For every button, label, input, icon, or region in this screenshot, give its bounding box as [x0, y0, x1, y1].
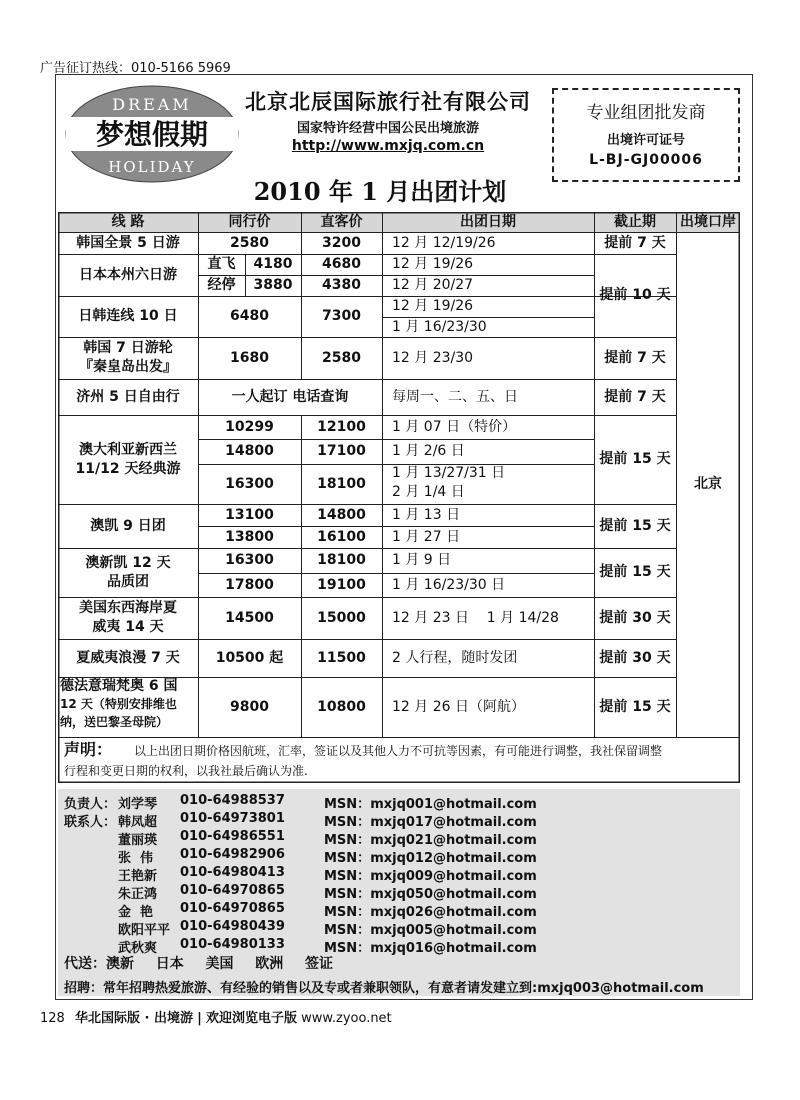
logo-top-text: DREAM: [112, 95, 192, 114]
departure-date: 12 月 20/27: [392, 277, 474, 293]
recruitment-notice: 招聘：常年招聘热爱旅游、有经验的销售以及专或者兼职领队，有意者请发建立到:mxjq003@hotmail.com: [64, 981, 704, 996]
header-trade-price: 同行价: [228, 213, 271, 230]
direct-price: 17100: [317, 443, 366, 459]
contact-phone: 010-64988537: [180, 793, 285, 808]
msn-label: MSN：: [324, 833, 371, 848]
tour-schedule-table: [58, 212, 740, 783]
route-europe-6country: [60, 677, 198, 737]
contact-name: 张 伟: [118, 851, 154, 866]
trade-price: 13800: [225, 528, 274, 545]
msn-label: MSN：: [324, 851, 371, 866]
header-route: 线 路: [111, 213, 145, 230]
trade-price: 16300: [225, 552, 274, 568]
route-line: 『秦皇岛出发』: [79, 359, 177, 375]
route-jeju-5day: 济州 5 日自由行: [76, 388, 180, 405]
contacts-panel: [58, 789, 740, 996]
declaration: [64, 739, 736, 781]
deadline: 提前 10 天: [599, 287, 671, 303]
direct-price: 2580: [322, 349, 361, 366]
deadline: 提前 15 天: [599, 451, 671, 467]
msn-label: MSN：: [324, 941, 371, 956]
contact-msn: [324, 937, 537, 956]
direct-price: 14800: [317, 506, 366, 523]
route-line: 12 天（特别安排维也: [60, 697, 177, 711]
trade-price: 9800: [230, 698, 269, 715]
route-line: 韩国 7 日游轮: [83, 340, 173, 356]
page-number: 128: [40, 1011, 65, 1026]
contact-phone: 010-64980439: [180, 919, 285, 934]
msn-address: mxjq050@hotmail.com: [370, 887, 537, 902]
deadline: 提前 15 天: [599, 698, 671, 715]
direct-price: 10800: [317, 698, 366, 715]
contact-name: 金 艳: [118, 905, 154, 920]
msn-label: MSN：: [324, 869, 371, 884]
contact-msn: [324, 811, 537, 830]
declaration-label: 声明：: [64, 739, 113, 759]
departure-port: 北京: [694, 476, 722, 492]
contact-msn: [324, 919, 537, 938]
direct-price: 3200: [322, 234, 361, 251]
license-box: [552, 88, 740, 182]
visa-agent-services: 代送：澳新 日本 美国 欧洲 签证: [64, 956, 333, 972]
license-title: 专业组团批发商: [586, 103, 706, 123]
logo-bottom-text: HOLIDAY: [108, 158, 196, 176]
msn-address: mxjq012@hotmail.com: [370, 851, 537, 866]
company-subtitle: 国家特许经营中国公民出境旅游: [296, 121, 479, 136]
trade-price: 17800: [225, 576, 274, 593]
contact-msn: [324, 829, 537, 848]
trade-price: 1680: [230, 349, 269, 366]
msn-address: mxjq001@hotmail.com: [370, 797, 537, 812]
msn-address: mxjq009@hotmail.com: [370, 869, 537, 884]
direct-price: 11500: [317, 649, 366, 666]
contact-phone: 010-64970865: [180, 883, 285, 898]
stopover-label: 经停: [207, 277, 236, 293]
footer-section: 华北国际版 · 出境游: [74, 1011, 193, 1026]
header-dates: 出团日期: [460, 213, 516, 230]
departure-date: 1 月 13 日: [392, 506, 461, 523]
trade-price: 4180: [253, 256, 293, 272]
trade-price: 14800: [225, 443, 274, 459]
contact-name: 朱正鸿: [118, 887, 158, 902]
ad-hotline: 广告征订热线：010-5166 5969: [40, 61, 231, 76]
route-line: 威夷 14 天: [92, 619, 164, 635]
route-line: 美国东西海岸夏: [79, 600, 177, 616]
contact-phone: 010-64982906: [180, 847, 285, 862]
route-line: 澳大利亚新西兰: [79, 441, 177, 458]
contact-name: 董丽瑛: [118, 833, 158, 848]
route-australia-nz: [58, 415, 198, 504]
company-name: 北京北辰国际旅行社有限公司: [245, 89, 531, 114]
msn-label: MSN：: [324, 815, 371, 830]
route-line: 澳新凯 12 天: [85, 554, 171, 571]
trade-price: 6480: [230, 308, 269, 324]
footer-promo: 欢迎浏览电子版: [206, 1011, 298, 1026]
trade-price: 13100: [225, 506, 274, 523]
direct-price: 12100: [317, 418, 366, 435]
departure-date: 2 人行程，随时发团: [392, 649, 518, 666]
deadline: 提前 7 天: [604, 349, 666, 366]
msn-address: mxjq021@hotmail.com: [370, 833, 537, 848]
departure-date: 1 月 16/23/30 日: [392, 576, 506, 593]
trade-price: 16300: [225, 475, 274, 492]
date-line: 2 月 1/4 日: [392, 484, 465, 500]
direct-price: 16100: [317, 528, 366, 545]
footer-site[interactable]: www.zyoo.net: [301, 1011, 392, 1026]
direct-price: 18100: [317, 552, 366, 568]
route-japan-korea-10day: 日韩连线 10 日: [78, 308, 178, 324]
price-on-request: 一人起订 电话查询: [231, 388, 349, 405]
manager-label: 负责人：: [64, 797, 117, 812]
page-footer: [40, 1007, 392, 1026]
route-line: 德法意瑞梵奥 6 国: [60, 678, 178, 694]
contact-phone: 010-64980413: [180, 865, 285, 880]
departure-date: 每周一、二、五、日: [392, 388, 518, 405]
direct-price: 18100: [317, 475, 366, 492]
trade-price: 10500 起: [215, 649, 284, 666]
date-line: 1 月 13/27/31 日: [392, 465, 506, 481]
deadline: 提前 30 天: [599, 649, 671, 666]
company-url[interactable]: http://www.mxjq.com.cn: [291, 138, 485, 154]
logo-main-text: 梦想假期: [95, 118, 209, 151]
contact-msn: [324, 865, 537, 884]
route-aus-nz-cairns-12day: [58, 548, 198, 597]
license-label: 出境许可证号: [606, 133, 685, 148]
trade-price: 3880: [253, 277, 293, 293]
header-deadline: 截止期: [614, 213, 656, 230]
departure-date: 12 月 19/26: [392, 256, 474, 272]
contact-phone: 010-64970865: [180, 901, 285, 916]
direct-price: 15000: [317, 609, 366, 626]
route-korea-cruise: [58, 337, 198, 379]
departure-date: 1 月 27 日: [392, 528, 461, 545]
route-line: 11/12 天经典游: [75, 460, 181, 477]
msn-address: mxjq005@hotmail.com: [370, 923, 537, 938]
header-direct-price: 直客价: [320, 213, 363, 230]
deadline: 提前 15 天: [599, 564, 671, 580]
direct-price: 7300: [322, 308, 361, 324]
header-port: 出境口岸: [680, 213, 736, 230]
declaration-text: 以上出团日期价格因航班，汇率，签证以及其他人力不可抗等因素，有可能进行调整，我社保留调整: [134, 743, 663, 758]
contact-msn: [324, 847, 537, 866]
contact-msn: [324, 883, 537, 902]
trade-price: 14500: [225, 609, 274, 626]
msn-label: MSN：: [324, 923, 371, 938]
msn-address: mxjq026@hotmail.com: [370, 905, 537, 920]
msn-address: mxjq016@hotmail.com: [370, 941, 537, 956]
plan-title: 2010 年 1 月出团计划: [253, 177, 507, 206]
msn-label: MSN：: [324, 905, 371, 920]
departure-date: 1 月 07 日（特价）: [392, 418, 517, 435]
route-line: 品质团: [107, 573, 149, 590]
contact-name: 刘学琴: [118, 797, 158, 812]
direct-price: 4380: [322, 277, 361, 293]
departure-date: 1 月 2/6 日: [392, 443, 465, 459]
route-japan-6day: 日本本州六日游: [79, 266, 177, 283]
route-usa-coasts-hawaii: [58, 597, 198, 639]
contact-name: 韩凤超: [118, 815, 158, 830]
contact-name: 武秋爽: [118, 941, 158, 956]
contact-label: 联系人：: [64, 815, 117, 830]
direct-price: 4680: [322, 256, 361, 272]
route-korea-5day: 韩国全景 5 日游: [76, 234, 180, 251]
msn-address: mxjq017@hotmail.com: [370, 815, 537, 830]
trade-price: 10299: [225, 418, 274, 435]
direct-price: 19100: [317, 576, 366, 593]
deadline: 提前 7 天: [604, 234, 666, 251]
departure-date: [382, 464, 594, 504]
license-number: L-BJ-GJ00006: [589, 152, 703, 168]
deadline: 提前 7 天: [604, 388, 666, 405]
direct-flight-label: 直飞: [207, 256, 236, 272]
deadline: 提前 15 天: [599, 517, 671, 534]
contact-msn: [324, 901, 537, 920]
departure-date: 12 月 19/26: [392, 298, 474, 314]
departure-date: 12 月 26 日（阿航）: [392, 698, 525, 715]
contact-name: 王艳新: [118, 869, 158, 884]
route-line: 纳，送巴黎圣母院）: [60, 715, 169, 729]
departure-date: 12 月 23/30: [392, 349, 474, 366]
contact-phone: 010-64980133: [180, 937, 285, 952]
contact-phone: 010-64973801: [180, 811, 285, 826]
footer-separator: |: [197, 1011, 202, 1026]
route-aus-cairns-9day: 澳凯 9 日团: [90, 517, 166, 534]
contact-msn: [324, 793, 537, 812]
msn-label: MSN：: [324, 797, 371, 812]
departure-date: 1 月 16/23/30: [392, 318, 487, 335]
contact-phone: 010-64986551: [180, 829, 285, 844]
route-hawaii-7day: 夏威夷浪漫 7 天: [76, 649, 180, 666]
deadline: 提前 30 天: [599, 609, 671, 626]
departure-date: 1 月 9 日: [392, 552, 452, 568]
dream-holiday-logo: [64, 84, 240, 184]
departure-date: 12 月 12/19/26: [392, 234, 496, 251]
declaration-line-2: 行程和变更日期的权利，以我社最后确认为准.: [64, 763, 308, 778]
trade-price: 2580: [230, 234, 269, 251]
declaration-line-1: [64, 740, 662, 761]
departure-date: 12 月 23 日 1 月 14/28: [392, 609, 559, 626]
msn-label: MSN：: [324, 887, 371, 902]
contact-name: 欧阳平平: [118, 923, 171, 938]
